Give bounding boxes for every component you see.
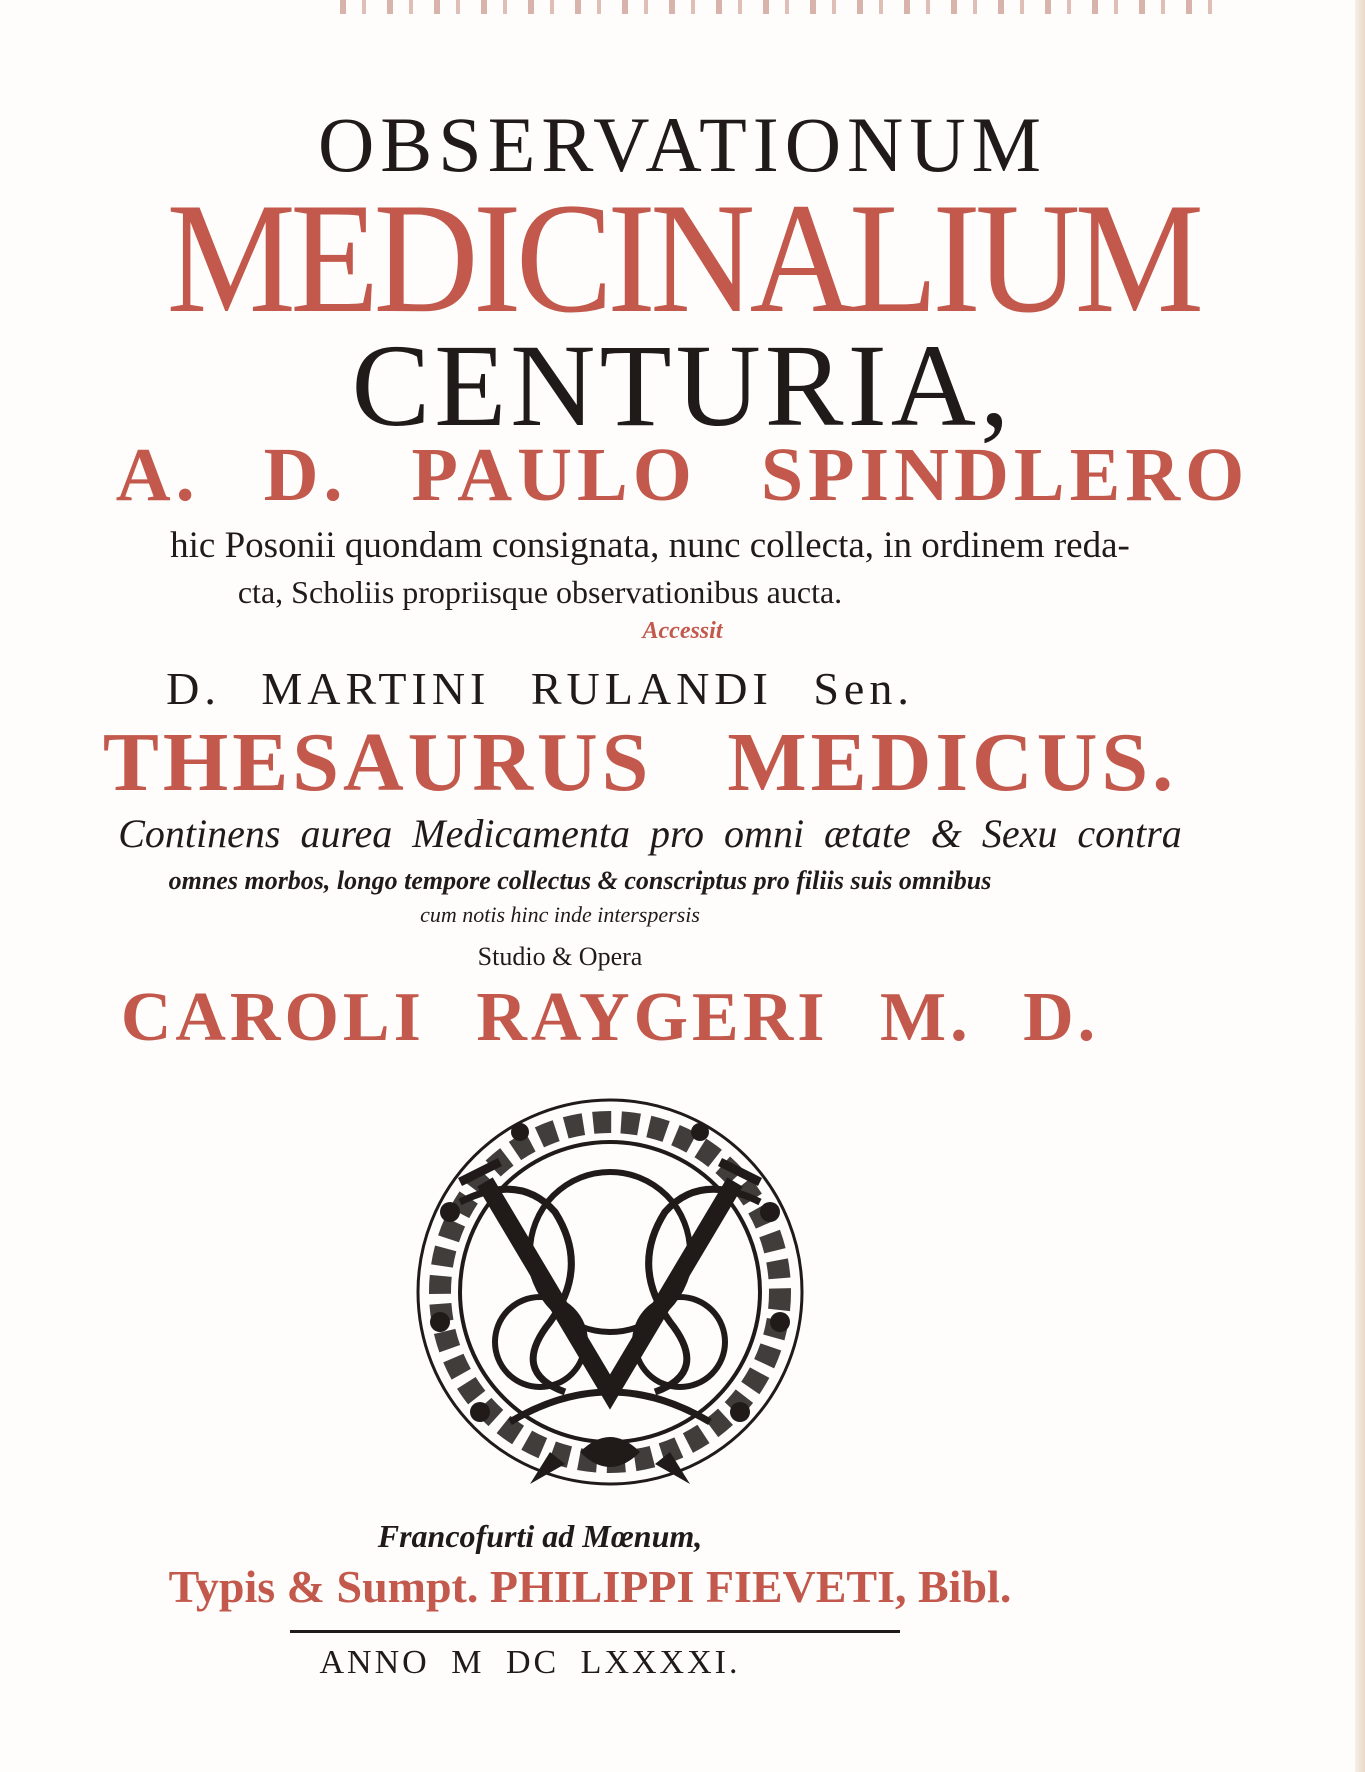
author-line: A. D. PAULO SPINDLERO — [115, 433, 1250, 517]
continens-line-2: omnes morbos, longo tempore collectus & conscriptus pro filiis suis omnibus — [168, 866, 992, 895]
page-edge — [1355, 0, 1365, 1772]
studio-line: Studio & Opera — [477, 942, 643, 971]
printer-line: Typis & Sumpt. PHILIPPI FIEVETI, Bibl. — [168, 1561, 1012, 1612]
continens-line-1: Continens aurea Medicamenta pro omni ætate & Sexu contra — [118, 811, 1182, 856]
thesaurus-title: THESAURUS MEDICUS. — [102, 716, 1178, 809]
description-line-2: cta, Scholiis propriisque observationibus aucta. — [237, 574, 843, 610]
title-line-observationum: OBSERVATIONUM — [317, 101, 1048, 188]
title-line-medicinalium: MEDICINALIUM — [166, 171, 1199, 346]
continens-line-3: cum notis hinc inde interspersis — [420, 902, 700, 927]
monogram-wreath-emblem — [390, 1092, 830, 1492]
horizontal-rule — [290, 1630, 900, 1633]
title-line-centuria: CENTURIA, — [351, 320, 1014, 451]
accessit-label: Accessit — [642, 618, 723, 644]
top-edge-marks — [340, 0, 1220, 14]
description-line-1: hic Posonii quondam consignata, nunc collecta, in ordinem reda- — [170, 525, 1130, 566]
year-line: ANNO M DC LXXXXI. — [319, 1644, 741, 1681]
editor-line: CAROLI RAYGERI M. D. — [120, 979, 1100, 1056]
place-line: Francofurti ad Mœnum, — [377, 1518, 703, 1554]
ruland-line: D. MARTINI RULANDI Sen. — [166, 663, 914, 714]
